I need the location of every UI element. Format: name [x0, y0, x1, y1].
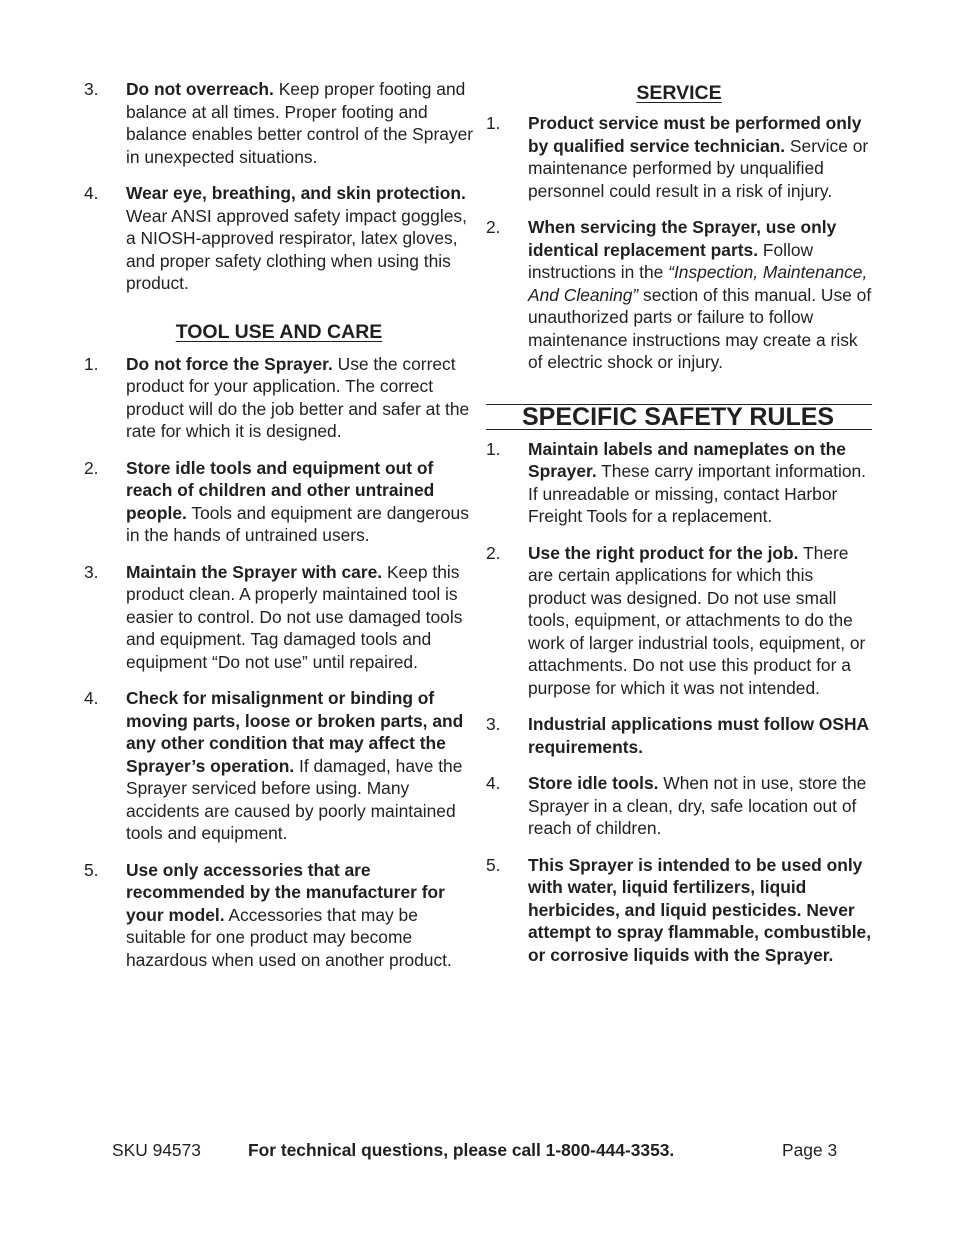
item-text: Use the correct product for your application. The correct product will do the job better and safer at the rate for which it is designed.: [126, 353, 470, 441]
list-item: [84, 687, 474, 845]
list-item: [486, 438, 872, 528]
item-text: Keep proper footing and balance at all times. Proper footing and balance enables better control of the Sprayer in unexpected situations.: [126, 79, 474, 167]
sku-label: SKU 94573: [112, 1140, 201, 1160]
item-text: section of this manual. Use of unauthorized parts or failure to follow maintenance instructions may create a risk of electric shock or injury.: [528, 284, 872, 372]
item-number: 5.: [84, 859, 99, 880]
item-heading: Product service must be performed only by qualified service technician.: [528, 113, 862, 156]
item-number: 4.: [84, 183, 99, 203]
item-heading: Store idle tools.: [528, 773, 659, 793]
item-heading: Do not overreach.: [126, 79, 274, 99]
item-heading: This Sprayer is intended to be used only with water, liquid fertilizers, liquid herbicides, and liquid pesticides. Never attempt to spray flammable, combustible, or corrosive liquids with the Sprayer.: [528, 854, 872, 965]
item-text: There are certain applications for which this product was designed. Do not use small tools, equipment, or attachments to do the work of larger industrial tools, equipment, or attachments. Do not use this product for a purpose for which it was not intended.: [528, 542, 866, 698]
item-heading: Store idle tools and equipment out of reach of children and other untrained people.: [126, 457, 435, 523]
list-item: [486, 854, 872, 967]
support-phone-text: For technical questions, please call 1-800-444-3353.: [248, 1140, 675, 1160]
list-item: [486, 713, 872, 758]
item-number: 2.: [486, 542, 501, 563]
manual-section-reference: “Inspection, Maintenance, And Cleaning”: [528, 262, 868, 305]
right-column: [486, 78, 872, 980]
item-heading: Maintain the Sprayer with care.: [126, 561, 383, 582]
item-text: Follow instructions in the: [528, 239, 814, 282]
item-heading: Industrial applications must follow OSHA requirements.: [528, 714, 869, 757]
list-item: [84, 78, 474, 168]
item-text: Service or maintenance performed by unqualified personnel could result in a risk of injury.: [528, 135, 869, 201]
item-number: 5.: [486, 854, 501, 875]
item-number: 4.: [84, 688, 99, 708]
item-number: 3.: [486, 714, 501, 734]
item-text: Wear ANSI approved safety impact goggles, a NIOSH-approved respirator, latex gloves, and proper safety clothing when using this product.: [126, 205, 467, 293]
item-text: Accessories that may be suitable for one product may become hazardous when used on another product.: [126, 904, 452, 970]
item-text: If damaged, have the Sprayer serviced before using. Many accidents are caused by poorly maintained tools and equipment.: [126, 755, 463, 843]
list-item: [486, 216, 872, 374]
item-text: When not in use, store the Sprayer in a clean, dry, safe location out of reach of children.: [528, 773, 867, 838]
list-item: [84, 353, 474, 443]
list-item: [486, 542, 872, 700]
list-item: [486, 772, 872, 840]
section-title-specific-safety: SPECIFIC SAFETY RULES: [486, 404, 872, 430]
item-number: 1.: [84, 353, 99, 374]
item-number: 2.: [84, 457, 99, 478]
list-item: [84, 561, 474, 674]
item-heading: Use the right product for the job.: [528, 542, 799, 563]
list-item: [486, 112, 872, 202]
item-number: 3.: [84, 561, 99, 582]
item-heading: When servicing the Sprayer, use only identical replacement parts.: [528, 217, 837, 260]
list-item: [84, 859, 474, 972]
item-number: 4.: [486, 773, 501, 793]
item-text: Tools and equipment are dangerous in the hands of untrained users.: [126, 502, 469, 545]
item-heading: Check for misalignment or binding of moving parts, loose or broken parts, and any other condition that may affect the Sprayer’s operation.: [126, 688, 464, 776]
item-number: 1.: [486, 438, 501, 459]
section-title-tool-use: TOOL USE AND CARE: [175, 320, 383, 343]
page-number: Page 3: [782, 1140, 838, 1160]
item-heading: Maintain labels and nameplates on the Sprayer.: [528, 438, 846, 481]
item-text: Keep this product clean. A properly maintained tool is easier to control. Do not use damaged tools and equipment. Tag damaged tools and equipment “Do not use” until repaired.: [126, 561, 463, 672]
section-title-service: SERVICE: [636, 82, 722, 104]
item-heading: Do not force the Sprayer.: [126, 353, 333, 374]
item-heading: Wear eye, breathing, and skin protection.: [126, 183, 466, 203]
left-column: [84, 78, 474, 985]
item-heading: Use only accessories that are recommended by the manufacturer for your model.: [126, 859, 445, 925]
item-number: 2.: [486, 217, 501, 237]
item-number: 1.: [486, 113, 501, 133]
item-number: 3.: [84, 79, 99, 99]
item-text: These carry important information. If unreadable or missing, contact Harbor Freight Tools for a replacement.: [528, 461, 866, 526]
list-item: [84, 182, 474, 295]
list-item: [84, 457, 474, 547]
